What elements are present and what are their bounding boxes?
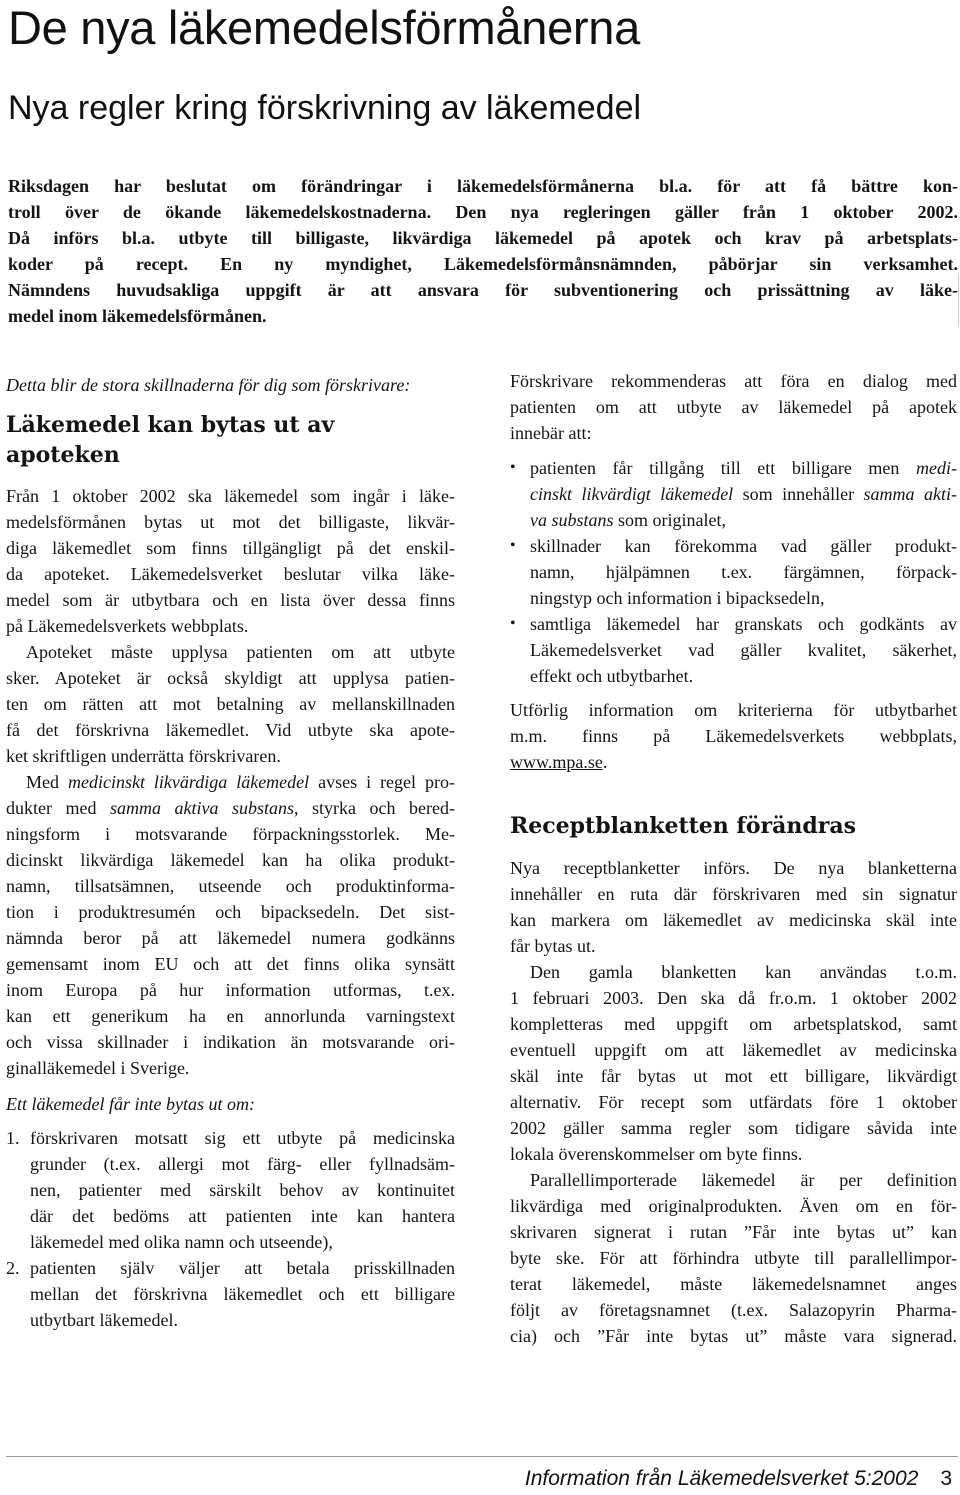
text-run: patienten får tillgång till ett billigare men xyxy=(530,458,917,478)
text-line: följt av företagsnamnet (t.ex. Salazopyrin Pharma- xyxy=(510,1300,957,1320)
text-run: avses i regel pro- xyxy=(309,772,455,792)
page-footer xyxy=(525,1466,952,1492)
lead-line: troll över de ökande läkemedelskostnaderna. Den nya regleringen gäller från 1 oktober 2002. xyxy=(8,202,958,222)
paragraph xyxy=(510,368,957,446)
text-line: dicinskt likvärdiga läkemedel kan ha olika produkt- xyxy=(6,850,455,870)
lead-line: Riksdagen har beslutat om förändringar i läkemedelsförmånerna bl.a. för att få bättre kon- xyxy=(8,176,958,196)
text-line: samtliga läkemedel har granskats och godkänts av xyxy=(530,614,957,634)
text-line: innehåller en ruta där förskrivaren med sin signatur xyxy=(510,884,957,904)
text-line: Förskrivare rekommenderas att föra en dialog med xyxy=(510,371,957,391)
text-line: innebär att: xyxy=(510,423,592,443)
text-line: förskrivaren motsatt sig ett utbyte på medicinska xyxy=(30,1128,455,1148)
text-line: Utförlig information om kriterierna för utbytbarhet xyxy=(510,700,957,720)
heading-line: apoteken xyxy=(6,442,120,468)
text-line: Läkemedelsverket vad gäller kvalitet, säkerhet, xyxy=(530,640,957,660)
text-line: utbytbart läkemedel. xyxy=(30,1310,178,1330)
left-column xyxy=(6,368,455,1333)
text-line: Apoteket måste upplysa patienten om att utbyte xyxy=(26,642,455,662)
text-line: kan markera om läkemedlet av medicinska skäl inte xyxy=(510,910,957,930)
text-line: ket skriftligen underrätta förskrivaren. xyxy=(6,746,281,766)
text-line: lokala överenskommelser om byte finns. xyxy=(510,1144,803,1164)
bullet-icon: • xyxy=(510,459,516,476)
text-line: byte ske. För att förhindra utbyte till parallellimpor- xyxy=(510,1248,957,1268)
text-line: eventuell uppgift om att läkemedlet av medicinska xyxy=(510,1040,957,1060)
lead-line: Nämndens huvudsakliga uppgift är att ansvara för subventionering och prissättning av läke- xyxy=(8,280,958,300)
paragraph xyxy=(6,769,455,1081)
italic-term: va substans xyxy=(530,510,614,530)
text-line: grunder (t.ex. allergi mot färg- eller fyllnadsäm- xyxy=(30,1154,455,1174)
text-line: cia) och ”Får inte bytas ut” måste vara signerad. xyxy=(510,1326,957,1346)
list-intro: Ett läkemedel får inte bytas ut om: xyxy=(6,1094,255,1114)
section-heading-substitution xyxy=(6,410,455,470)
text-line: får bytas ut. xyxy=(510,936,596,956)
paragraph xyxy=(510,855,957,959)
margin-rule xyxy=(958,274,959,326)
text-line: inom Europa på hur information utformas, t.ex. xyxy=(6,980,455,1000)
bullet-item xyxy=(510,455,957,533)
paragraph xyxy=(6,483,455,639)
text-line: 2002 gäller samma regler som tidigare såvida inte xyxy=(510,1118,957,1138)
text-line: patienten om att utbyte av läkemedel på apotek xyxy=(510,397,957,417)
text-line xyxy=(6,769,455,795)
lead-line: koder på recept. En ny myndighet, Läkemedelsförmånsnämnden, påbörjar sin verksamhet. xyxy=(8,254,958,274)
numbered-list xyxy=(6,1125,455,1333)
text-run: , styrka och bered- xyxy=(294,798,456,818)
heading-line: Läkemedel kan bytas ut av xyxy=(6,412,335,438)
text-line: effekt och utbytbarhet. xyxy=(530,666,694,686)
text-line: ginalläkemedel i Sverige. xyxy=(6,1058,190,1078)
italic-term: medi- xyxy=(916,458,957,478)
text-line: få det förskrivna läkemedlet. Vid utbyte ska apote- xyxy=(6,720,455,740)
list-item xyxy=(6,1125,455,1255)
text-line: på Läkemedelsverkets webbplats. xyxy=(6,616,249,636)
text-run: som originalet, xyxy=(613,510,726,530)
text-line: skrivaren signerat i rutan ”Får inte bytas ut” kan xyxy=(510,1222,957,1242)
text-line: Från 1 oktober 2002 ska läkemedel som ingår i läke- xyxy=(6,486,455,506)
intro-italic-text: Detta blir de stora skillnaderna för dig som förskrivare: xyxy=(6,375,411,395)
list-number: 1. xyxy=(6,1128,20,1148)
text-run: som innehåller xyxy=(733,484,864,504)
text-line: läkemedel med olika namn och utseende), xyxy=(30,1232,333,1252)
text-line: m.m. finns på Läkemedelsverkets webbplats, xyxy=(510,726,957,746)
list-item xyxy=(6,1255,455,1333)
paragraph xyxy=(510,959,957,1167)
paragraph xyxy=(510,1167,957,1349)
website-link[interactable]: www.mpa.se xyxy=(510,752,603,772)
text-line: skillnader kan förekomma vad gäller produkt- xyxy=(530,536,957,556)
text-line: ningsform i motsvarande förpackningsstorlek. Me- xyxy=(6,824,455,844)
text-line: namn, tillsatsämnen, utseende och produktinforma- xyxy=(6,876,455,896)
text-line: patienten själv väljer att betala prisskillnaden xyxy=(30,1258,455,1278)
text-line: kan ett generikum ha en annorlunda varningstext xyxy=(6,1006,455,1026)
text-line: ten om rätten att mot betalning av mellanskillnaden xyxy=(6,694,455,714)
footer-divider xyxy=(6,1456,958,1457)
paragraph xyxy=(6,639,455,769)
text-line xyxy=(510,749,957,775)
italic-term: medicinskt likvärdiga läkemedel xyxy=(67,772,310,792)
text-line: tion i produktresumén och bipacksedeln. Det sist- xyxy=(6,902,455,922)
text-line: Den gamla blanketten kan användas t.o.m. xyxy=(530,962,957,982)
text-line: diga läkemedlet som finns tillgängligt på det enskil- xyxy=(6,538,455,558)
text-line: och vissa skillnader i indikation än motsvarande ori- xyxy=(6,1032,455,1052)
italic-term: samma aktiva substans xyxy=(110,798,295,818)
text-line: gemensamt inom EU och att det finns olika synsätt xyxy=(6,954,455,974)
text-line xyxy=(530,507,957,533)
text-line xyxy=(530,481,957,507)
text-run: . xyxy=(602,752,608,772)
text-line: namn, hjälpämnen t.ex. färgämnen, förpack- xyxy=(530,562,957,582)
text-line: alternativ. För recept som utfärdats före 1 oktober xyxy=(510,1092,957,1112)
bullet-icon: • xyxy=(510,615,516,632)
text-line: medelsförmånen bytas ut mot det billigaste, likvär- xyxy=(6,512,455,532)
lead-line: medel inom läkemedelsförmånen. xyxy=(8,306,267,326)
page-number: 3 xyxy=(940,1467,952,1490)
text-line: kompletteras med uppgift om arbetsplatskod, samt xyxy=(510,1014,957,1034)
text-run: dukter med xyxy=(6,798,110,818)
italic-term: samma akti- xyxy=(863,484,957,504)
text-line: nämnda beror på att läkemedel numera godkänns xyxy=(6,928,455,948)
text-line xyxy=(6,795,455,821)
lead-line: Då införs bl.a. utbyte till billigaste, likvärdiga läkemedel på apotek och krav på arbetsplats- xyxy=(8,228,958,248)
text-line: nen, patienter med särskilt behov av kontinuitet xyxy=(30,1180,455,1200)
text-line: Parallellimporterade läkemedel är per definition xyxy=(530,1170,957,1190)
bullet-item xyxy=(510,533,957,611)
lead-paragraph xyxy=(8,173,958,329)
text-line: Nya receptblanketter införs. De nya blanketterna xyxy=(510,858,957,878)
text-line: skäl inte får bytas ut mot ett billigare, likvärdigt xyxy=(510,1066,957,1086)
text-line: sker. Apoteket är också skyldigt att upplysa patien- xyxy=(6,668,455,688)
text-line: medel som är utbytbara och en lista över dessa finns xyxy=(6,590,455,610)
italic-term: cinskt likvärdigt läkemedel xyxy=(530,484,734,504)
page-title: De nya läkemedelsförmånerna xyxy=(8,1,640,54)
text-line: terat läkemedel, måste läkemedelsnamnet anges xyxy=(510,1274,957,1294)
text-line: likvärdiga med originalprodukten. Även om en för- xyxy=(510,1196,957,1216)
bullet-list xyxy=(510,455,957,689)
text-line: där det bedöms att patienten inte kan hantera xyxy=(30,1206,455,1226)
text-line: ningstyp och information i bipacksedeln, xyxy=(530,588,825,608)
text-line: da apoteket. Läkemedelsverket beslutar vilka läke- xyxy=(6,564,455,584)
paragraph xyxy=(510,697,957,775)
right-column xyxy=(510,368,957,1349)
text-line: mellan det förskrivna läkemedlet och ett billigare xyxy=(30,1284,455,1304)
bullet-icon: • xyxy=(510,537,516,554)
text-line: 1 februari 2003. Den ska då fr.o.m. 1 oktober 2002 xyxy=(510,988,957,1008)
bullet-item xyxy=(510,611,957,689)
text-run: Med xyxy=(26,772,68,792)
section-heading-prescription-form: Receptblanketten förändras xyxy=(510,813,857,839)
page-subtitle: Nya regler kring förskrivning av läkemedel xyxy=(8,89,642,127)
list-number: 2. xyxy=(6,1258,20,1278)
text-line xyxy=(530,455,957,481)
footer-publication: Information från Läkemedelsverket 5:2002 xyxy=(524,1467,919,1490)
